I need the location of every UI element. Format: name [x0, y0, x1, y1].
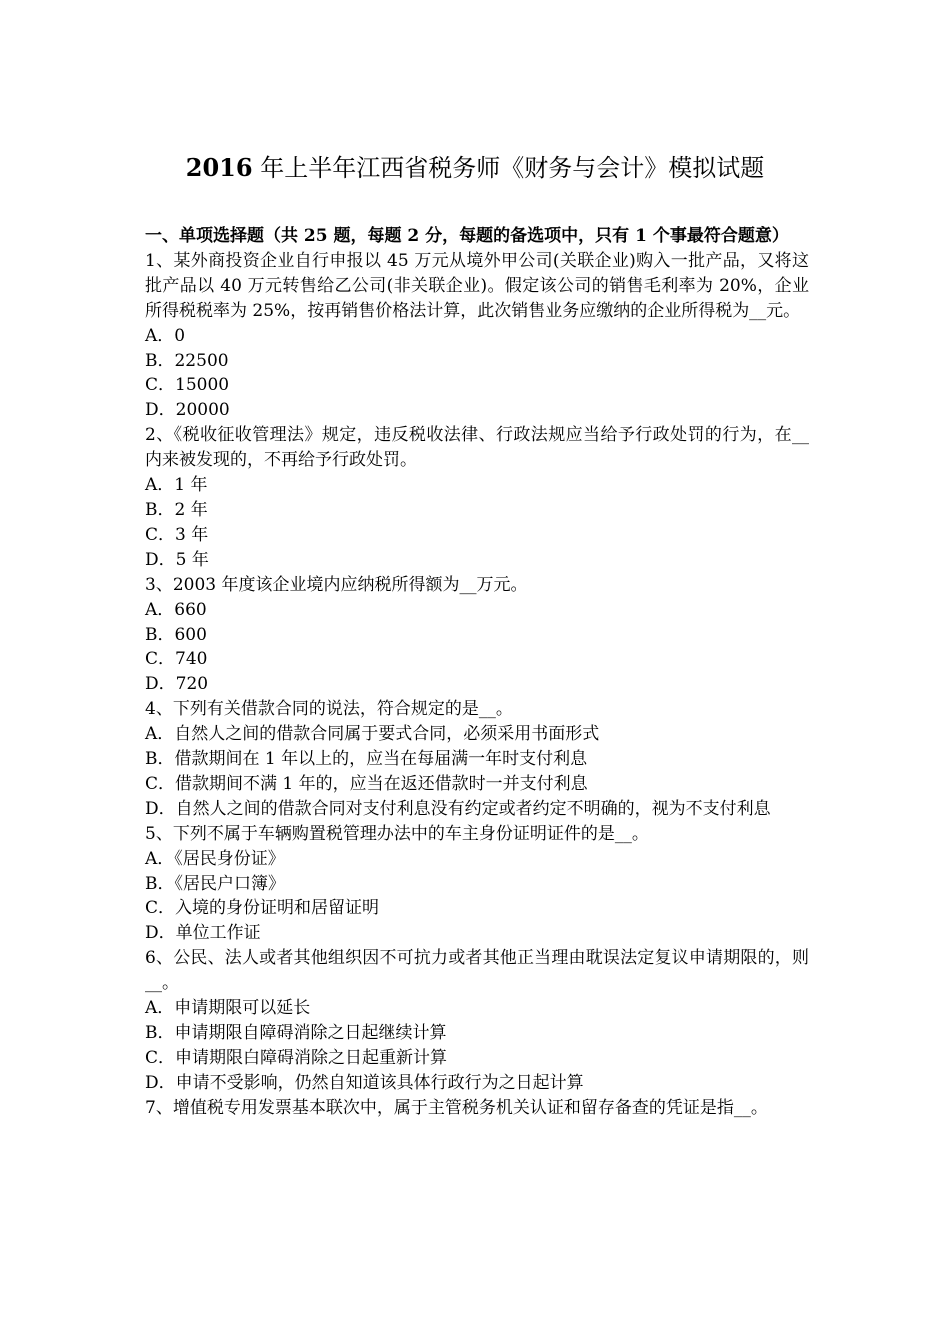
question-4-text: 4、下列有关借款合同的说法，符合规定的是__。 — [145, 699, 513, 720]
question-3-text: 3、2003 年度该企业境内应纳税所得额为__万元。 — [145, 574, 528, 595]
question-3-option-b: B．600 — [145, 624, 207, 645]
question-5-text: 5、下列不属于车辆购置税管理办法中的车主身份证明证件的是__。 — [145, 823, 649, 844]
question-2-option-d: D．5 年 — [145, 549, 209, 570]
question-4-option-c: C．借款期间不满 1 年的，应当在返还借款时一并支付利息 — [145, 773, 588, 794]
question-2-option-b: B．2 年 — [145, 499, 208, 520]
question-5-option-d: D．单位工作证 — [145, 923, 261, 944]
question-6-option-a: A．申请期限可以延长 — [145, 998, 311, 1019]
question-3-option-a: A．660 — [145, 599, 207, 620]
question-6-option-c: C．申请期限白障碍消除之日起重新计算 — [145, 1047, 448, 1068]
question-1-option-c: C．15000 — [145, 375, 230, 396]
question-4-option-d: D．自然人之间的借款合同对支付利息没有约定或者约定不明确的，视为不支付利息 — [145, 798, 771, 819]
title-year: 2016 — [185, 153, 253, 182]
question-5-option-a: A．《居民身份证》 — [145, 848, 285, 869]
question-6-option-d: D．申请不受影响，仍然自知道该具体行政行为之日起计算 — [145, 1072, 584, 1093]
question-2-option-a: A．1 年 — [145, 475, 208, 496]
question-3-option-c: C．740 — [145, 649, 208, 670]
question-4-option-a: A．自然人之间的借款合同属于要式合同，必须采用书面形式 — [145, 724, 600, 745]
question-1-option-b: B．22500 — [145, 350, 229, 371]
question-7-text: 7、增值税专用发票基本联次中，属于主管税务机关认证和留存备查的凭证是指__。 — [145, 1097, 768, 1118]
document-body — [145, 224, 809, 1121]
document-title — [0, 150, 950, 186]
title-text: 年上半年江西省税务师《财务与会计》模拟试题 — [252, 154, 765, 182]
question-5-option-c: C．入境的身份证明和居留证明 — [145, 898, 380, 919]
question-1-text: 1、某外商投资企业自行申报以 45 万元从境外甲公司(关联企业)购入一批产品，又将这批产品以 40 万元转售给乙公司(非关联企业)。假定该公司的销售毛利率为 20%，企业所得税税率为 25%，按再销售价格法计算，此次销售业务应缴纳的企业所得税为__元。 — [145, 250, 809, 321]
question-1-option-d: D．20000 — [145, 400, 230, 421]
question-2-text: 2、《税收征收管理法》规定，违反税收法律、行政法规应当给予行政处罚的行为，在__内来被发现的，不再给予行政处罚。 — [145, 425, 809, 471]
question-6-text: 6、公民、法人或者其他组织因不可抗力或者其他正当理由耽误法定复议申请期限的，则__。 — [145, 948, 809, 994]
question-4-option-b: B．借款期间在 1 年以上的，应当在每届满一年时支付利息 — [145, 749, 588, 770]
question-5-option-b: B．《居民户口簿》 — [145, 873, 285, 894]
question-6-option-b: B．申请期限自障碍消除之日起继续计算 — [145, 1023, 447, 1043]
question-1-option-a: A．0 — [145, 325, 186, 346]
question-2-option-c: C．3 年 — [145, 524, 209, 545]
question-3-option-d: D．720 — [145, 674, 209, 695]
section-heading: 一、单项选择题（共 25 题，每题 2 分，每题的备选项中，只有 1 个事最符合题意） — [145, 226, 789, 246]
